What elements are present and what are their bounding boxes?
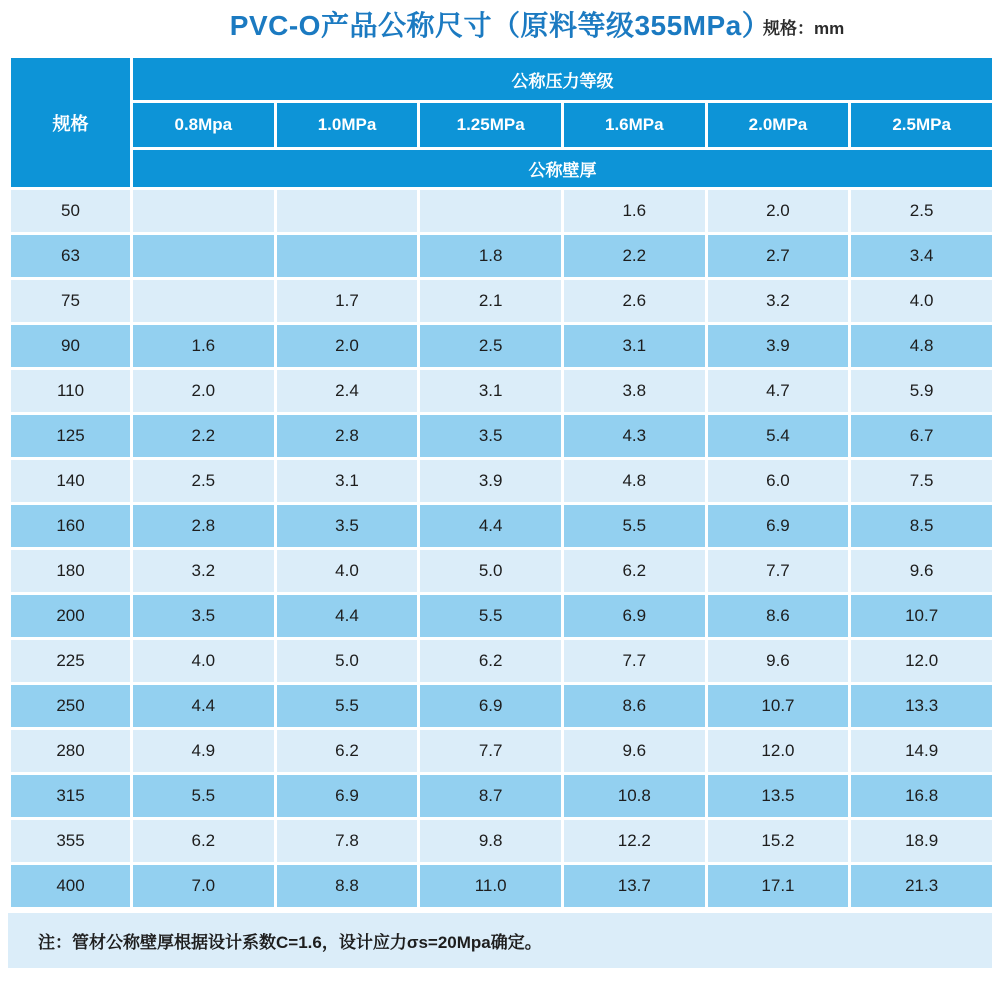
- cell-value: 7.8: [275, 819, 419, 864]
- cell-value: 3.1: [275, 459, 419, 504]
- page-title: PVC-O产品公称尺寸（原料等级355MPa）: [229, 10, 771, 41]
- table-row: [10, 324, 994, 369]
- table-body: [10, 189, 994, 909]
- cell-value: 18.9: [850, 819, 994, 864]
- row-header-spec: 315: [10, 774, 132, 819]
- cell-value: 3.5: [419, 414, 563, 459]
- cell-value: 5.0: [419, 549, 563, 594]
- cell-value: [132, 189, 276, 234]
- cell-value: 13.7: [562, 864, 706, 909]
- cell-value: 7.0: [132, 864, 276, 909]
- col-header-pressure-0: 0.8Mpa: [132, 102, 276, 149]
- cell-value: 6.2: [275, 729, 419, 774]
- cell-value: 12.0: [706, 729, 850, 774]
- row-header-spec: 280: [10, 729, 132, 774]
- cell-value: 9.6: [850, 549, 994, 594]
- cell-value: 4.4: [419, 504, 563, 549]
- row-header-spec: 110: [10, 369, 132, 414]
- cell-value: 5.5: [562, 504, 706, 549]
- cell-value: 3.5: [275, 504, 419, 549]
- row-header-spec: 225: [10, 639, 132, 684]
- cell-value: 8.8: [275, 864, 419, 909]
- cell-value: 3.2: [706, 279, 850, 324]
- row-header-spec: 50: [10, 189, 132, 234]
- cell-value: 17.1: [706, 864, 850, 909]
- cell-value: 7.7: [419, 729, 563, 774]
- cell-value: 4.9: [132, 729, 276, 774]
- table-row: [10, 774, 994, 819]
- cell-value: 10.7: [850, 594, 994, 639]
- cell-value: 1.7: [275, 279, 419, 324]
- footnote: 注：管材公称壁厚根据设计系数C=1.6，设计应力σs=20Mpa确定。: [8, 913, 992, 968]
- cell-value: 4.0: [850, 279, 994, 324]
- table-row: [10, 594, 994, 639]
- cell-value: 8.6: [706, 594, 850, 639]
- cell-value: 1.8: [419, 234, 563, 279]
- cell-value: 3.2: [132, 549, 276, 594]
- cell-value: [275, 234, 419, 279]
- cell-value: 9.8: [419, 819, 563, 864]
- col-header-pressure-3: 1.6MPa: [562, 102, 706, 149]
- col-header-spec: 规格: [10, 57, 132, 189]
- cell-value: 5.5: [419, 594, 563, 639]
- table-row: [10, 819, 994, 864]
- cell-value: 9.6: [706, 639, 850, 684]
- cell-value: 2.7: [706, 234, 850, 279]
- cell-value: 16.8: [850, 774, 994, 819]
- cell-value: 6.9: [275, 774, 419, 819]
- cell-value: 13.3: [850, 684, 994, 729]
- cell-value: 12.2: [562, 819, 706, 864]
- cell-value: 9.6: [562, 729, 706, 774]
- table-row: [10, 279, 994, 324]
- cell-value: 14.9: [850, 729, 994, 774]
- cell-value: 3.9: [706, 324, 850, 369]
- table-row: [10, 504, 994, 549]
- cell-value: 5.5: [275, 684, 419, 729]
- cell-value: 4.0: [132, 639, 276, 684]
- title-bar: [0, 0, 1000, 55]
- header-sub-row: [10, 149, 994, 189]
- table-row: [10, 189, 994, 234]
- cell-value: 21.3: [850, 864, 994, 909]
- row-header-spec: 75: [10, 279, 132, 324]
- cell-value: [132, 279, 276, 324]
- cell-value: 5.5: [132, 774, 276, 819]
- cell-value: [275, 189, 419, 234]
- cell-value: 8.5: [850, 504, 994, 549]
- row-header-spec: 125: [10, 414, 132, 459]
- cell-value: 6.9: [706, 504, 850, 549]
- cell-value: 4.7: [706, 369, 850, 414]
- cell-value: 2.0: [706, 189, 850, 234]
- cell-value: 2.2: [132, 414, 276, 459]
- cell-value: 4.4: [132, 684, 276, 729]
- cell-value: 7.7: [706, 549, 850, 594]
- row-header-spec: 140: [10, 459, 132, 504]
- cell-value: 2.1: [419, 279, 563, 324]
- cell-value: 2.0: [275, 324, 419, 369]
- cell-value: 6.2: [132, 819, 276, 864]
- cell-value: 4.3: [562, 414, 706, 459]
- cell-value: 3.4: [850, 234, 994, 279]
- cell-value: 2.6: [562, 279, 706, 324]
- cell-value: 6.7: [850, 414, 994, 459]
- cell-value: 10.8: [562, 774, 706, 819]
- cell-value: 4.8: [850, 324, 994, 369]
- row-header-spec: 250: [10, 684, 132, 729]
- table-row: [10, 684, 994, 729]
- cell-value: 4.0: [275, 549, 419, 594]
- cell-value: 8.6: [562, 684, 706, 729]
- cell-value: 2.5: [850, 189, 994, 234]
- cell-value: 5.0: [275, 639, 419, 684]
- cell-value: 3.1: [419, 369, 563, 414]
- cell-value: 3.8: [562, 369, 706, 414]
- cell-value: 8.7: [419, 774, 563, 819]
- table-row: [10, 369, 994, 414]
- cell-value: 1.6: [562, 189, 706, 234]
- cell-value: [132, 234, 276, 279]
- cell-value: 11.0: [419, 864, 563, 909]
- cell-value: 3.5: [132, 594, 276, 639]
- header-pressure-row: [10, 102, 994, 149]
- sub-header-wall-thickness: 公称壁厚: [132, 149, 994, 189]
- unit-label: 规格：mm: [763, 19, 845, 38]
- row-header-spec: 355: [10, 819, 132, 864]
- cell-value: 2.5: [419, 324, 563, 369]
- table-row: [10, 414, 994, 459]
- table-row: [10, 459, 994, 504]
- header-group-row: [10, 57, 994, 102]
- cell-value: 5.9: [850, 369, 994, 414]
- table-row: [10, 729, 994, 774]
- cell-value: 2.0: [132, 369, 276, 414]
- cell-value: 6.2: [419, 639, 563, 684]
- row-header-spec: 90: [10, 324, 132, 369]
- col-header-pressure-2: 1.25MPa: [419, 102, 563, 149]
- row-header-spec: 200: [10, 594, 132, 639]
- cell-value: 2.8: [132, 504, 276, 549]
- table-row: [10, 549, 994, 594]
- cell-value: 7.7: [562, 639, 706, 684]
- col-header-pressure-5: 2.5MPa: [850, 102, 994, 149]
- cell-value: 12.0: [850, 639, 994, 684]
- col-header-pressure-1: 1.0MPa: [275, 102, 419, 149]
- table-row: [10, 639, 994, 684]
- cell-value: 3.9: [419, 459, 563, 504]
- cell-value: 2.2: [562, 234, 706, 279]
- col-group-header-pressure: 公称压力等级: [132, 57, 994, 102]
- cell-value: 7.5: [850, 459, 994, 504]
- row-header-spec: 400: [10, 864, 132, 909]
- cell-value: 5.4: [706, 414, 850, 459]
- row-header-spec: 180: [10, 549, 132, 594]
- table-header: [10, 57, 994, 189]
- cell-value: 10.7: [706, 684, 850, 729]
- cell-value: 6.9: [419, 684, 563, 729]
- cell-value: 6.9: [562, 594, 706, 639]
- cell-value: 15.2: [706, 819, 850, 864]
- cell-value: 1.6: [132, 324, 276, 369]
- cell-value: 6.0: [706, 459, 850, 504]
- cell-value: 2.5: [132, 459, 276, 504]
- col-header-pressure-4: 2.0MPa: [706, 102, 850, 149]
- spec-table: [8, 55, 995, 910]
- table-row: [10, 234, 994, 279]
- cell-value: 2.4: [275, 369, 419, 414]
- row-header-spec: 160: [10, 504, 132, 549]
- row-header-spec: 63: [10, 234, 132, 279]
- cell-value: 3.1: [562, 324, 706, 369]
- cell-value: 4.8: [562, 459, 706, 504]
- cell-value: [419, 189, 563, 234]
- cell-value: 4.4: [275, 594, 419, 639]
- cell-value: 13.5: [706, 774, 850, 819]
- table-row: [10, 864, 994, 909]
- cell-value: 2.8: [275, 414, 419, 459]
- cell-value: 6.2: [562, 549, 706, 594]
